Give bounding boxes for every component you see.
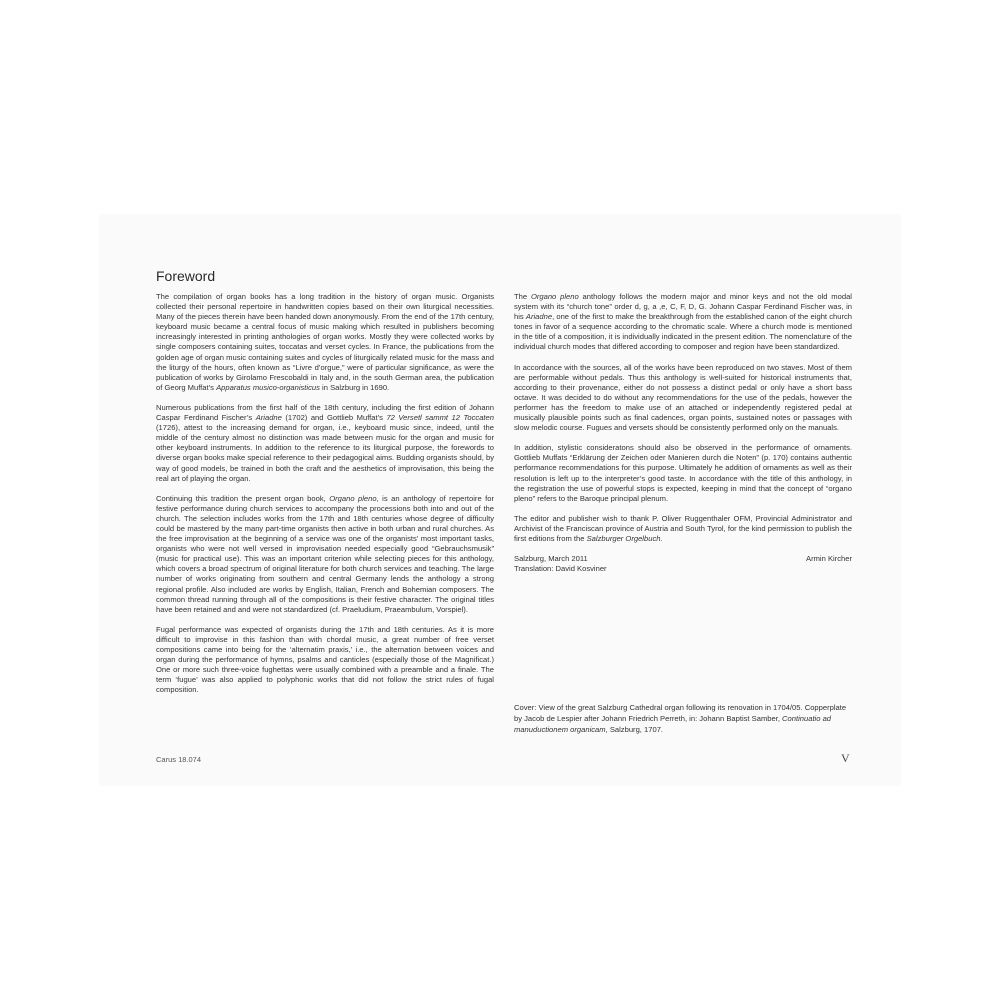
text-run: (1726), attest to the increasing demand for organ, i.e., keyboard music since, indeed, until the middle of the century almost no distinction was made between music for the organ and music for other keyboard instruments. In addition to the reference to its liturgical purpose, the forewords to diverse organ books make special reference to their pedagogical aims. Budding organists should, by way of good models, be trained in both the craft and the aesthetics of improvisation, this being the real art of playing the organ.	[156, 423, 494, 483]
text-run: .	[660, 533, 663, 543]
text-run: in Salzburg in 1690.	[319, 382, 390, 392]
text-run: (1702) and Gottlieb Muffat’s	[281, 413, 387, 423]
paragraph	[156, 292, 494, 393]
paragraph	[514, 363, 852, 434]
text-run: Numerous publications from the first half of the 18th century, including the first edition of Johann Caspar Ferdinand Fischer’s	[156, 402, 494, 423]
text-run: anthology follows the modern major and minor keys and not the old modal system with its “church tone” order d, g, a ,e, C, F, D, G. Johann Caspar Ferdinand Fischer was, in his	[514, 292, 852, 322]
cover-caption	[514, 702, 852, 736]
right-column	[514, 292, 852, 574]
text-run: In accordance with the sources, all of the works have been reproduced on two staves. Most of them are performable without pedals. Thus this anthology is well-suited for historical instruments that, according to their provenance, either do not possess a distinct pedal or only have a short bass octave. It was decided to do without any recommendations for the use of the pedals, however the performer has the freedom to make use of an attached or independently registered pedal at musically plausible points such as final cadences, organ points, sustained notes or passages with slow melodic course. Fugues and versets should be consistently performed only on the manuals.	[514, 362, 852, 433]
signature-block	[514, 554, 852, 574]
paragraph	[514, 443, 852, 504]
paragraph	[514, 292, 852, 353]
paragraph	[156, 625, 494, 696]
paragraph	[156, 403, 494, 484]
text-run: Continuing this tradition the present organ book,	[156, 493, 330, 503]
italic-text: Apparatus musico-organisticus	[216, 382, 320, 392]
text-run: , one of the first to make the breakthrough from the established canon of the eight church tones in favor of a sequence according to the chromatic scale. Where a church mode is mentioned in the title of a composition, it is individually indicated in the present edition. The nomenclature of the individual church modes that differed according to composer and region have been standardized.	[514, 312, 852, 352]
text-run: Fugal performance was expected of organists during the 17th and 18th centuries. As it is more difficult to improvise in this fashion than with chordal music, a great number of free verset compositions came into being for the ‘alternatim praxis,’ i.e., the alternation between voices and organ during the performance of hymns, psalms and canticles (especially those of the Magnificat.) One or more such three-voice fughettas were usually combined with a preamble and a finale. The term ‘fugue’ was also applied to polyphonic works that did not follow the strict rules of fugal composition.	[156, 624, 494, 695]
place-date: Salzburg, March 2011	[514, 554, 588, 564]
text-run: In addition, stylistic consideratons should also be observed in the performance of ornaments. Gottlieb Muffats “Erklärung der Zeichen oder Manieren durch die Noten” (p. 170) contains authentic performance recommendations for this purpose. Ultimately he addition of ornaments as well as their resolution is left up to the interpreter’s good taste. In accordance with the title of this anthology, in the registration the use of powerful stops is expected, keeping in mind that the concept of “organo pleno” refers to the Baroque principal plenum.	[514, 443, 852, 503]
text-run: Cover: View of the great Salzburg Cathedral organ following its renovation in 1704/05. Copperplate by Jacob de Lespier after Johann Friedrich Perreth, in: Johann Baptist Samber,	[514, 703, 847, 724]
italic-text: Organo pleno	[530, 292, 579, 301]
left-column	[156, 292, 494, 705]
paragraph	[156, 494, 494, 615]
text-run: The compilation of organ books has a long tradition in the history of organ music. Organists collected their personal repertoire in handwritten copies based on their own liturgical necessities. Many of the pieces therein have been handed down anonymously. From the end of the 17th century, keyboard music became a central focus of music making which resulted in publishers becoming increasingly interested in printing anthologies of organ works. Mostly they were collected works by single composers containing suites, toccatas and verset cycles. In France, the publications from the golden age of organ music containing suites and cycles of liturgically related music for the mass and the liturgy of the hours, often known as “Livre d’orgue,” were of particular significance, as were the publication of works by Girolamo Frescobaldi in Italy and, in the south German area, the publication of Georg Muffat’s	[156, 292, 494, 392]
italic-text: Salzburger Orgelbuch	[586, 533, 661, 543]
text-run: , Salzburg, 1707.	[605, 725, 664, 735]
italic-text: Ariadne	[525, 312, 553, 322]
catalog-number: Carus 18.074	[156, 755, 202, 764]
translation-credit: Translation: David Kosviner	[514, 564, 607, 574]
italic-text: Continuatio ad manuductionem organicam	[514, 714, 832, 735]
italic-text: Ariadne	[255, 413, 282, 423]
text-run: The editor and publisher wish to thank P. Oliver Ruggenthaler OFM, Provincial Administrator and Archivist of the Franciscan province of Austria and South Tyrol, for the kind permission to publish the first editions from the	[514, 513, 852, 543]
paragraph	[514, 514, 852, 544]
italic-text: Organo pleno	[329, 493, 377, 503]
page-title: Foreword	[156, 268, 216, 284]
page-number: V	[841, 751, 850, 765]
text-run: , is an anthology of repertoire for festive performance during church services to accompany the processions both into and out of the church. The selection includes works from the 17th and 18th centuries whose degree of difficulty could be mastered by the many part-time organists then active in both urban and rural churches. As the free improvisation at the beginning of a service was one of the organists’ most important tasks, organists who were not well versed in improvisation needed especially good “Gebrauchsmusik” (music for practical use). This was an important criterion while selecting pieces for this anthology, which covers a broad spectrum of original literature for both church services and teaching. The large number of works originating from southern and central Germany lends the anthology a strong regional profile. Also included are works by English, Italian, French and Bohemian composers. The common thread running through all of the compositions is their festive character. The original titles have been retained and and were not standardized (cf. Praeludium, Praeambulum, Vorspiel).	[156, 493, 494, 614]
italic-text: 72 Versetl sammt 12 Toccaten	[386, 413, 494, 423]
author-name: Armin Kircher	[806, 554, 852, 564]
text-run: The	[514, 292, 531, 301]
